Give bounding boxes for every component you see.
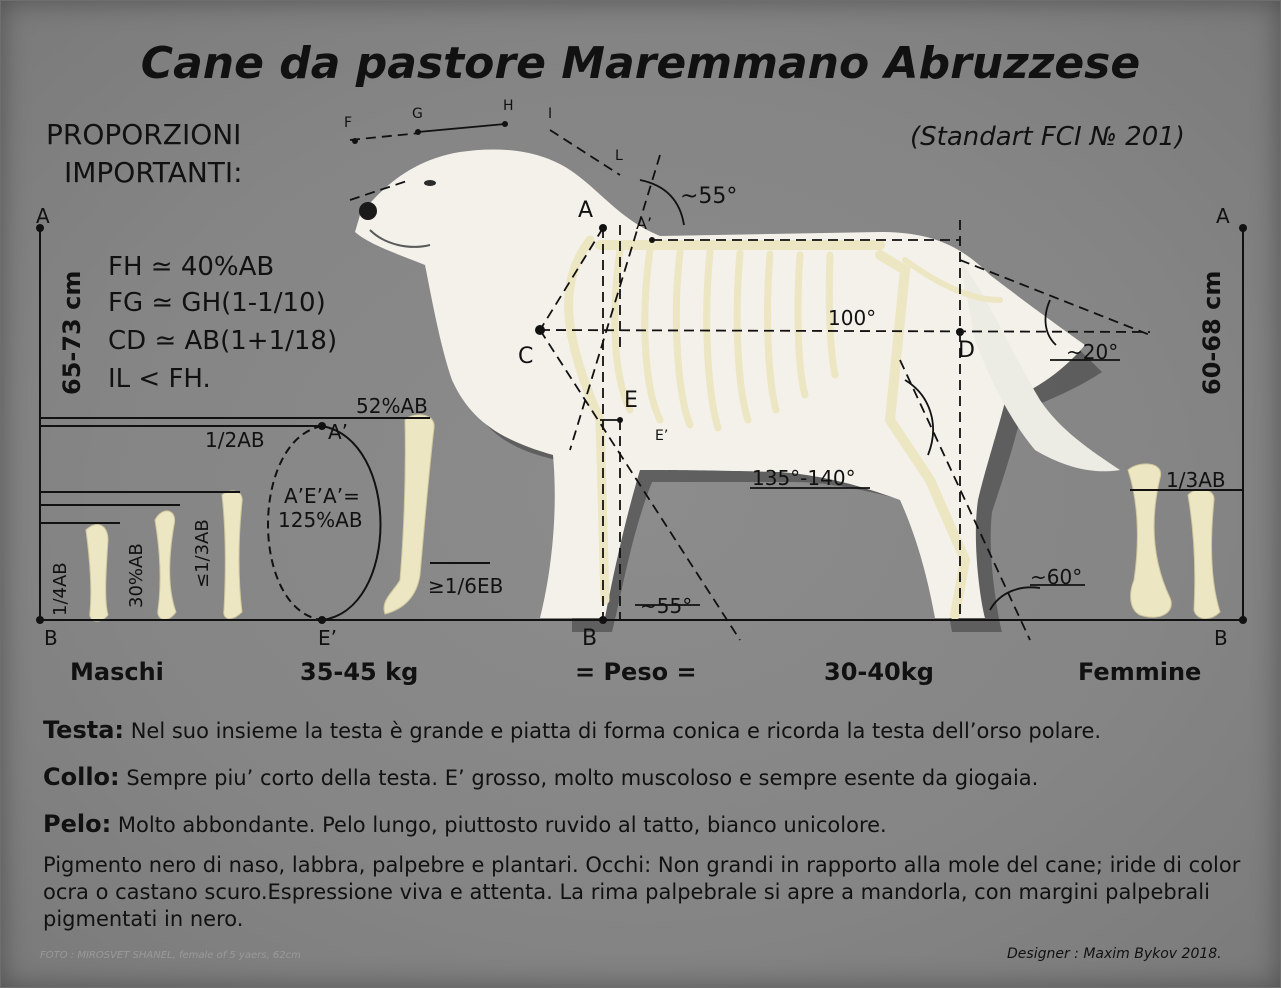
proportions-heading-line2: IMPORTANTI:: [64, 156, 243, 189]
section-pelo: [43, 810, 887, 838]
section-pelo-text: Molto abbondante. Pelo lungo, piuttosto ruvido al tatto, bianco unicolore.: [117, 813, 887, 837]
section-collo-key: Collo:: [43, 763, 120, 791]
dog-nose: [359, 202, 377, 220]
dog-eye: [424, 180, 436, 186]
bone-label-third-female: 1/3AB: [1166, 468, 1226, 492]
section-testa-key: Testa:: [43, 716, 125, 744]
formula-il: IL < FH.: [108, 364, 211, 394]
angle-hind-foot: ~60°: [1030, 565, 1083, 589]
bone-label-third-male: ≤1/3AB: [192, 519, 213, 588]
section-testa-text: Nel suo insieme la testa è grande e piatta di forma conica e ricorda la testa dell’orso polare.: [130, 719, 1102, 743]
bone-label-oval: A’E’A’=: [284, 484, 360, 508]
point-h: H: [503, 98, 514, 114]
poster-title: Cane da pastore Maremmano Abruzzese: [140, 38, 1141, 89]
point-b-left: B: [44, 626, 58, 650]
weight-males-label: Maschi: [70, 658, 164, 686]
point-a-prime: A’: [636, 214, 653, 233]
point-e: E: [624, 388, 638, 413]
bone-label-half: 1/2AB: [205, 428, 265, 452]
section-pelo-key: Pelo:: [43, 810, 112, 838]
point-c: C: [518, 344, 534, 369]
formula-cd: CD ≃ AB(1+1/18): [108, 326, 338, 356]
formula-fh: FH ≃ 40%AB: [108, 252, 275, 282]
section-testa: [43, 716, 1101, 744]
height-females: 60-68 cm: [1198, 270, 1226, 395]
bone-label-30: 30%AB: [126, 543, 147, 608]
formula-fg: FG ≃ GH(1-1/10): [108, 288, 326, 318]
point-e-prime: E’: [655, 428, 669, 444]
point-a-center: A: [578, 198, 594, 223]
point-d: D: [958, 338, 975, 363]
bone-label-quarter: 1/4AB: [50, 562, 71, 616]
point-l: L: [615, 148, 623, 164]
point-g: G: [412, 106, 423, 122]
angle-tail: ~20°: [1066, 340, 1119, 364]
bone-label-sixth: ≥1/6EB: [428, 574, 504, 598]
description-text: Pigmento nero di naso, labbra, palpebre e plantari. Occhi: Non grandi in rapporto alla mole del cane; iride di color ocra o castano scuro.Espressione viva e attenta. La rima palpebrale si apre a mandorla, con margini palpebrali pigmentati in nero.: [43, 853, 1241, 931]
bone-label-oval2: 125%AB: [278, 508, 363, 532]
section-collo: [43, 763, 1038, 791]
angle-shoulder: ~55°: [680, 184, 738, 209]
point-i: I: [548, 106, 553, 122]
section-collo-text: Sempre piu’ corto della testa. E’ grosso, molto muscoloso e sempre esente da giogaia.: [126, 766, 1039, 790]
point-a-right: A: [1216, 204, 1230, 228]
photo-credit: FOTO : MIROSVET SHANEL, female of 5 yaers, 62cm: [40, 950, 301, 961]
point-e-prime-bottom: E’: [318, 626, 337, 650]
standard-reference: (Standart FCI № 201): [910, 122, 1185, 152]
proportions-heading: [46, 116, 243, 192]
height-males: 65-73 cm: [58, 270, 86, 395]
bone-label-52: 52%AB: [356, 394, 428, 418]
designer-credit: Designer : Maxim Bykov 2018.: [1007, 946, 1222, 962]
weight-females-label: Femmine: [1078, 658, 1202, 686]
angle-front: ~55°: [640, 594, 693, 618]
weight-peso: = Peso =: [575, 658, 697, 686]
proportions-heading-line1: PROPORZIONI: [46, 118, 242, 151]
point-a-prime-left: A’: [328, 420, 349, 444]
point-a-left: A: [36, 204, 50, 228]
point-b-center: B: [582, 626, 598, 651]
angle-hock: 135°-140°: [752, 466, 856, 490]
angle-croup: 100°: [828, 306, 877, 330]
point-b-right: B: [1214, 626, 1228, 650]
point-f: F: [344, 115, 353, 131]
weight-females-value: 30-40kg: [824, 658, 934, 686]
weight-males-value: 35-45 kg: [300, 658, 419, 686]
dog-body: [355, 149, 1085, 618]
